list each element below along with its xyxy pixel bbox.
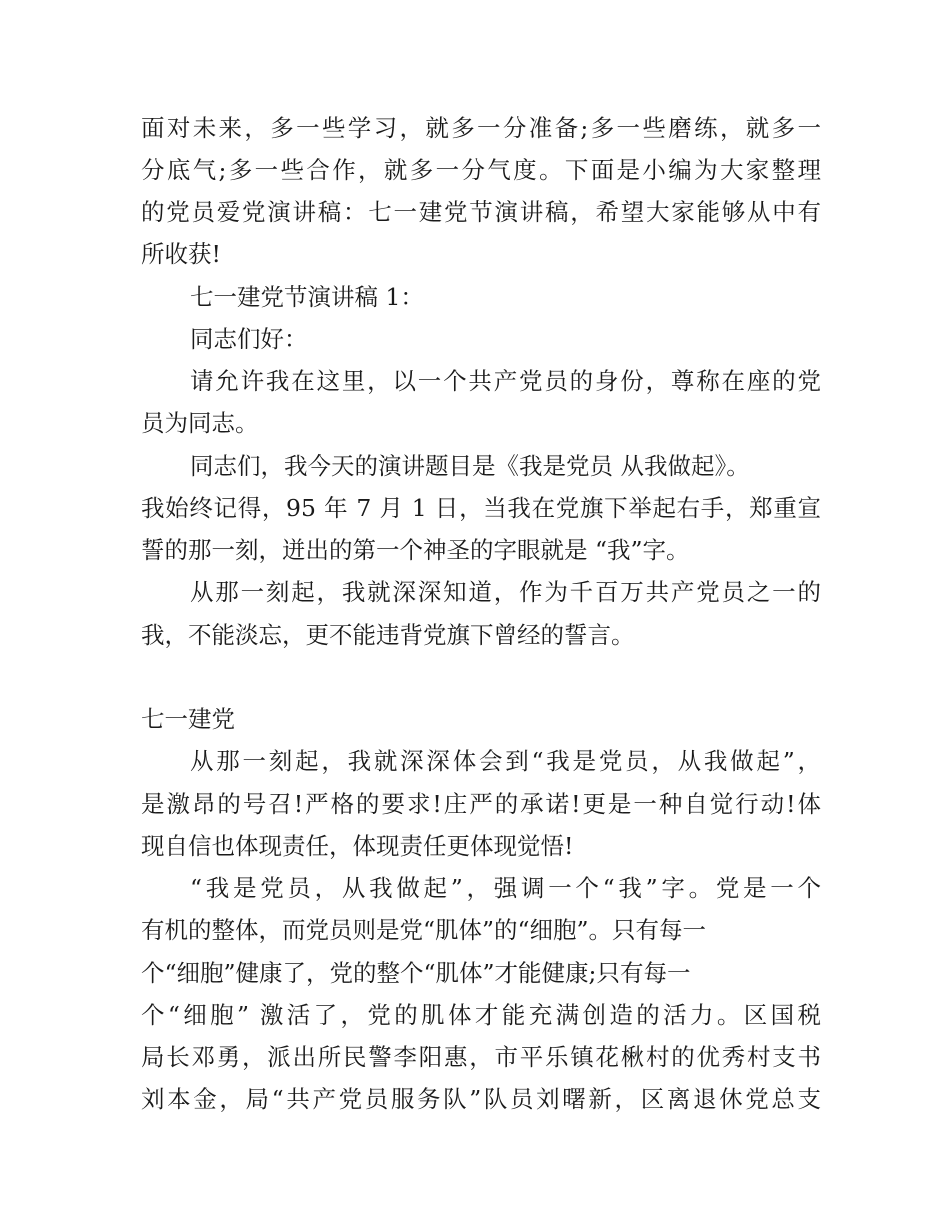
text-line: 是激昂的号召!严格的要求!庄严的承诺!更是一种自觉行动!体 (141, 790, 821, 818)
text-line: 分底气;多一些合作，就多一分气度。下面是小编为大家整理 (141, 156, 821, 184)
text-line: 我始终记得，95 年 7 月 1 日，当我在党旗下举起右手，郑重宣 (141, 494, 821, 522)
salutation: 同志们好： (190, 325, 308, 353)
text-line: 员为同志。 (141, 409, 259, 437)
text-line: 的党员爱党演讲稿：七一建党节演讲稿，希望大家能够从中有 (141, 198, 821, 226)
text-line: 个“细胞” 激活了，党的肌体才能充满创造的活力。区国税 (141, 1001, 821, 1029)
text-line: 我，不能淡忘，更不能违背党旗下曾经的誓言。 (141, 621, 635, 649)
text-line: 从那一刻起，我就深深体会到“我是党员，从我做起”， (190, 747, 821, 775)
text-line: 誓的那一刻，迸出的第一个神圣的字眼就是 “我”字。 (141, 536, 690, 564)
text-line: 请允许我在这里，以一个共产党员的身份，尊称在座的党 (190, 367, 821, 395)
text-line: 局长邓勇，派出所民警李阳惠，市平乐镇花楸村的优秀村支书 (141, 1043, 821, 1071)
text-line: 从那一刻起，我就深深知道，作为千百万共产党员之一的 (190, 578, 821, 606)
text-line: 所收获! (141, 240, 221, 268)
text-line: 面对未来，多一些学习，就多一分准备;多一些磨练，就多一 (141, 114, 821, 142)
text-line: 个“细胞”健康了，党的整个“肌体”才能健康;只有每一 (141, 959, 691, 987)
text-line: 刘本金，局“共产党员服务队”队员刘曙新，区离退休党总支 (141, 1085, 821, 1113)
subheading: 七一建党 (141, 705, 235, 733)
text-line: 现自信也体现责任，体现责任更体现觉悟! (141, 832, 574, 860)
text-line: 同志们，我今天的演讲题目是《我是党员 从我做起》。 (190, 452, 750, 480)
text-line: “我是党员，从我做起”，强调一个“我”字。党是一个 (190, 874, 821, 902)
text-line: 有机的整体，而党员则是党“肌体”的“细胞”。只有每一 (141, 916, 707, 944)
section-heading: 七一建党节演讲稿 1： (190, 283, 424, 311)
